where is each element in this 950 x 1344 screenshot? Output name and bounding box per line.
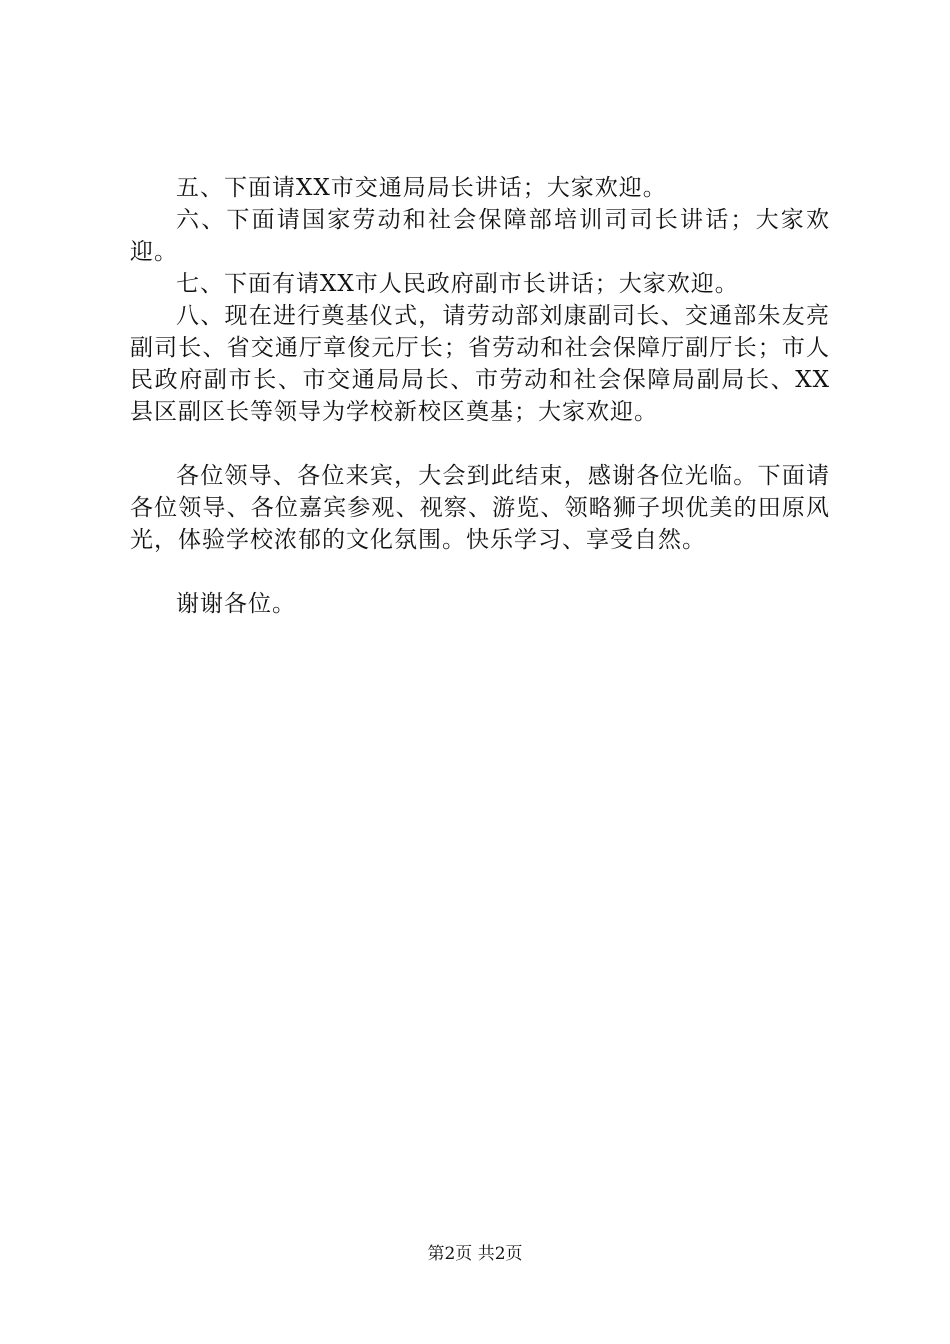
- paragraph-item-6: 六、下面请国家劳动和社会保障部培训司司长讲话；大家欢迎。: [130, 207, 830, 265]
- closing-paragraph: 各位领导、各位来宾，大会到此结束，感谢各位光临。下面请各位领导、各位嘉宾参观、视察、游览、领略狮子坝优美的田原风光，体验学校浓郁的文化氛围。快乐学习、享受自然。: [130, 463, 830, 553]
- paragraph-item-5: 五、下面请XX市交通局局长讲话；大家欢迎。: [176, 175, 667, 201]
- thanks-paragraph: 谢谢各位。: [176, 591, 296, 617]
- document-body: [130, 172, 830, 620]
- paragraph-item-7: 七、下面有请XX市人民政府副市长讲话；大家欢迎。: [176, 271, 739, 297]
- paragraph-item-8: 八、现在进行奠基仪式，请劳动部刘康副司长、交通部朱友亮副司长、省交通厅章俊元厅长；省劳动和社会保障厅副厅长；市人民政府副市长、市交通局局长、市劳动和社会保障局副局长、XX县区副区长等领导为学校新校区奠基；大家欢迎。: [130, 303, 830, 425]
- page-footer: 第2页 共2页: [427, 1244, 523, 1264]
